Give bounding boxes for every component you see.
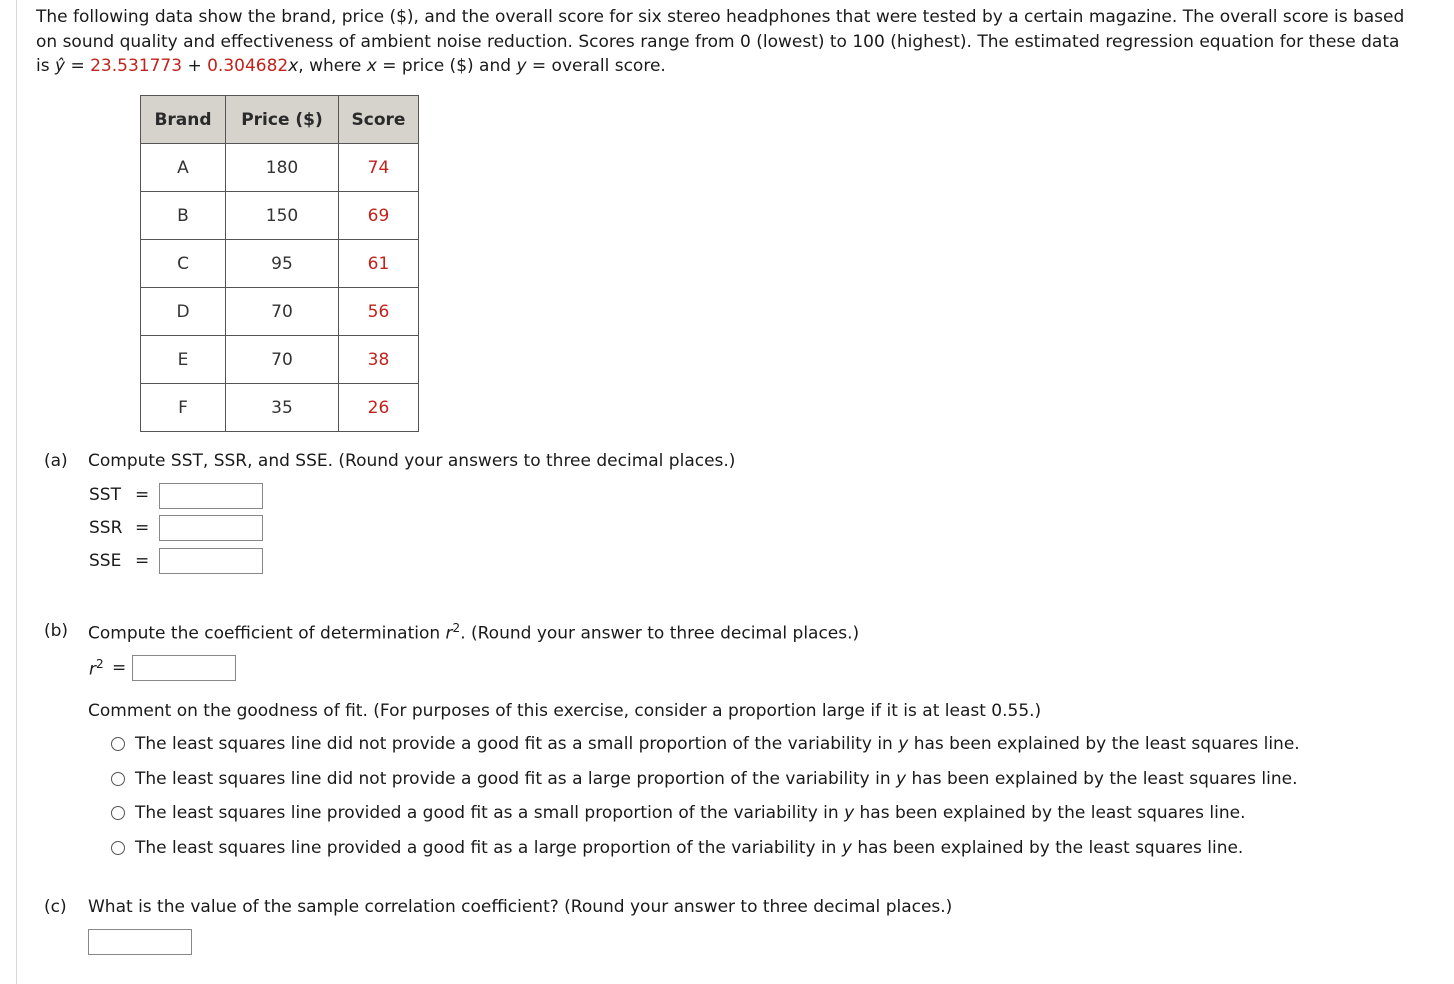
- intro-line-2: on sound quality and effectiveness of ambient noise reduction. Scores range from 0 (lowest) to 100 (highest). The estimated regression equation for these data: [36, 31, 1400, 52]
- r-variable: r: [445, 623, 453, 644]
- ssr-input[interactable]: [159, 515, 263, 541]
- brand-cell: D: [141, 288, 226, 336]
- brand-cell: C: [141, 240, 226, 288]
- option-var: y: [841, 838, 852, 858]
- x-variable: x: [366, 56, 377, 76]
- r2-input[interactable]: [132, 655, 236, 681]
- radio-button[interactable]: [111, 841, 125, 855]
- goodness-of-fit-prompt: Comment on the goodness of fit. (For purposes of this exercise, consider a proportion large if it is at least 0.55.): [88, 701, 1042, 721]
- y-variable: y: [516, 56, 527, 76]
- score-cell: 61: [339, 240, 419, 288]
- score-cell: 38: [339, 336, 419, 384]
- option-text: [135, 803, 1246, 823]
- eq-equals: =: [65, 56, 91, 76]
- brand-cell: F: [141, 384, 226, 432]
- part-c-question: What is the value of the sample correlation coefficient? (Round your answer to three decimal places.): [88, 897, 953, 917]
- eq-plus: +: [182, 56, 208, 76]
- x-definition: = price ($) and: [376, 56, 517, 76]
- header-score: Score: [339, 96, 419, 144]
- score-cell: 69: [339, 192, 419, 240]
- fit-option-2[interactable]: [111, 769, 1297, 789]
- brand-cell: A: [141, 144, 226, 192]
- price-cell: 180: [226, 144, 339, 192]
- part-b-question-suffix: . (Round your answer to three decimal places.): [460, 623, 860, 644]
- option-text-post: has been explained by the least squares line.: [854, 803, 1246, 823]
- radio-button[interactable]: [111, 806, 125, 820]
- sse-label: SSE: [89, 551, 122, 571]
- sst-input[interactable]: [159, 483, 263, 509]
- part-a-label: (a): [44, 451, 68, 471]
- table-row: [141, 384, 419, 432]
- score-cell: 56: [339, 288, 419, 336]
- table-row: [141, 336, 419, 384]
- headphones-data-table: [140, 95, 419, 432]
- table-row: [141, 240, 419, 288]
- option-text-pre: The least squares line did not provide a good fit as a small proportion of the variability in: [135, 734, 899, 754]
- radio-button[interactable]: [111, 737, 125, 751]
- price-cell: 70: [226, 288, 339, 336]
- correlation-input[interactable]: [88, 929, 192, 955]
- part-a-question: Compute SST, SSR, and SSE. (Round your answers to three decimal places.): [88, 451, 736, 471]
- r2-label: [89, 657, 104, 680]
- fit-option-4[interactable]: [111, 838, 1243, 858]
- table-row: [141, 192, 419, 240]
- option-text: [135, 734, 1300, 754]
- regression-slope: 0.304682: [207, 56, 289, 76]
- option-var: y: [844, 803, 855, 823]
- ssr-equals: =: [135, 518, 150, 538]
- intro-where: , where: [298, 56, 367, 76]
- sst-label: SST: [89, 485, 121, 505]
- option-text-pre: The least squares line provided a good fit as a small proportion of the variability in: [135, 803, 845, 823]
- option-var: y: [898, 734, 909, 754]
- problem-statement: [36, 5, 1446, 79]
- regression-intercept: 23.531773: [90, 56, 183, 76]
- score-cell: 26: [339, 384, 419, 432]
- part-b-label: (b): [44, 621, 69, 641]
- r2-r: r: [89, 659, 96, 680]
- intro-line-1: The following data show the brand, price ($), and the overall score for six stereo headphones that were tested by a certain magazine. The overall score is based: [36, 7, 1405, 27]
- slope-variable: x: [288, 56, 299, 76]
- price-cell: 95: [226, 240, 339, 288]
- fit-option-1[interactable]: [111, 734, 1300, 754]
- fit-option-3[interactable]: [111, 803, 1246, 823]
- option-text: [135, 838, 1243, 858]
- r2-exponent: 2: [96, 657, 104, 671]
- option-text-post: has been explained by the least squares line.: [906, 769, 1298, 789]
- option-text: [135, 769, 1297, 789]
- part-b-question-prefix: Compute the coefficient of determination: [88, 623, 446, 644]
- option-text-post: has been explained by the least squares line.: [908, 734, 1300, 754]
- price-cell: 35: [226, 384, 339, 432]
- option-text-post: has been explained by the least squares line.: [851, 838, 1244, 858]
- sst-equals: =: [135, 485, 150, 505]
- part-b-question: [88, 621, 859, 644]
- left-border-rule: [16, 0, 17, 984]
- sse-input[interactable]: [159, 548, 263, 574]
- brand-cell: B: [141, 192, 226, 240]
- table-row: [141, 288, 419, 336]
- score-cell: 74: [339, 144, 419, 192]
- part-c-label: (c): [44, 897, 67, 917]
- option-text-pre: The least squares line did not provide a good fit as a large proportion of the variability in: [135, 769, 897, 789]
- option-text-pre: The least squares line provided a good fit as a large proportion of the variability in: [135, 838, 842, 858]
- table-row: [141, 144, 419, 192]
- price-cell: 70: [226, 336, 339, 384]
- ssr-label: SSR: [89, 518, 123, 538]
- header-price: Price ($): [226, 96, 339, 144]
- intro-line-3: [36, 54, 1446, 79]
- sse-equals: =: [135, 551, 150, 571]
- y-definition: = overall score.: [526, 56, 666, 76]
- r2-equals: =: [112, 658, 127, 678]
- yhat-symbol: ŷ: [54, 56, 66, 76]
- table-header-row: [141, 96, 419, 144]
- r-exponent: 2: [452, 621, 461, 635]
- header-brand: Brand: [141, 96, 226, 144]
- intro-is: is: [36, 56, 55, 76]
- brand-cell: E: [141, 336, 226, 384]
- price-cell: 150: [226, 192, 339, 240]
- option-var: y: [896, 769, 907, 789]
- radio-button[interactable]: [111, 772, 125, 786]
